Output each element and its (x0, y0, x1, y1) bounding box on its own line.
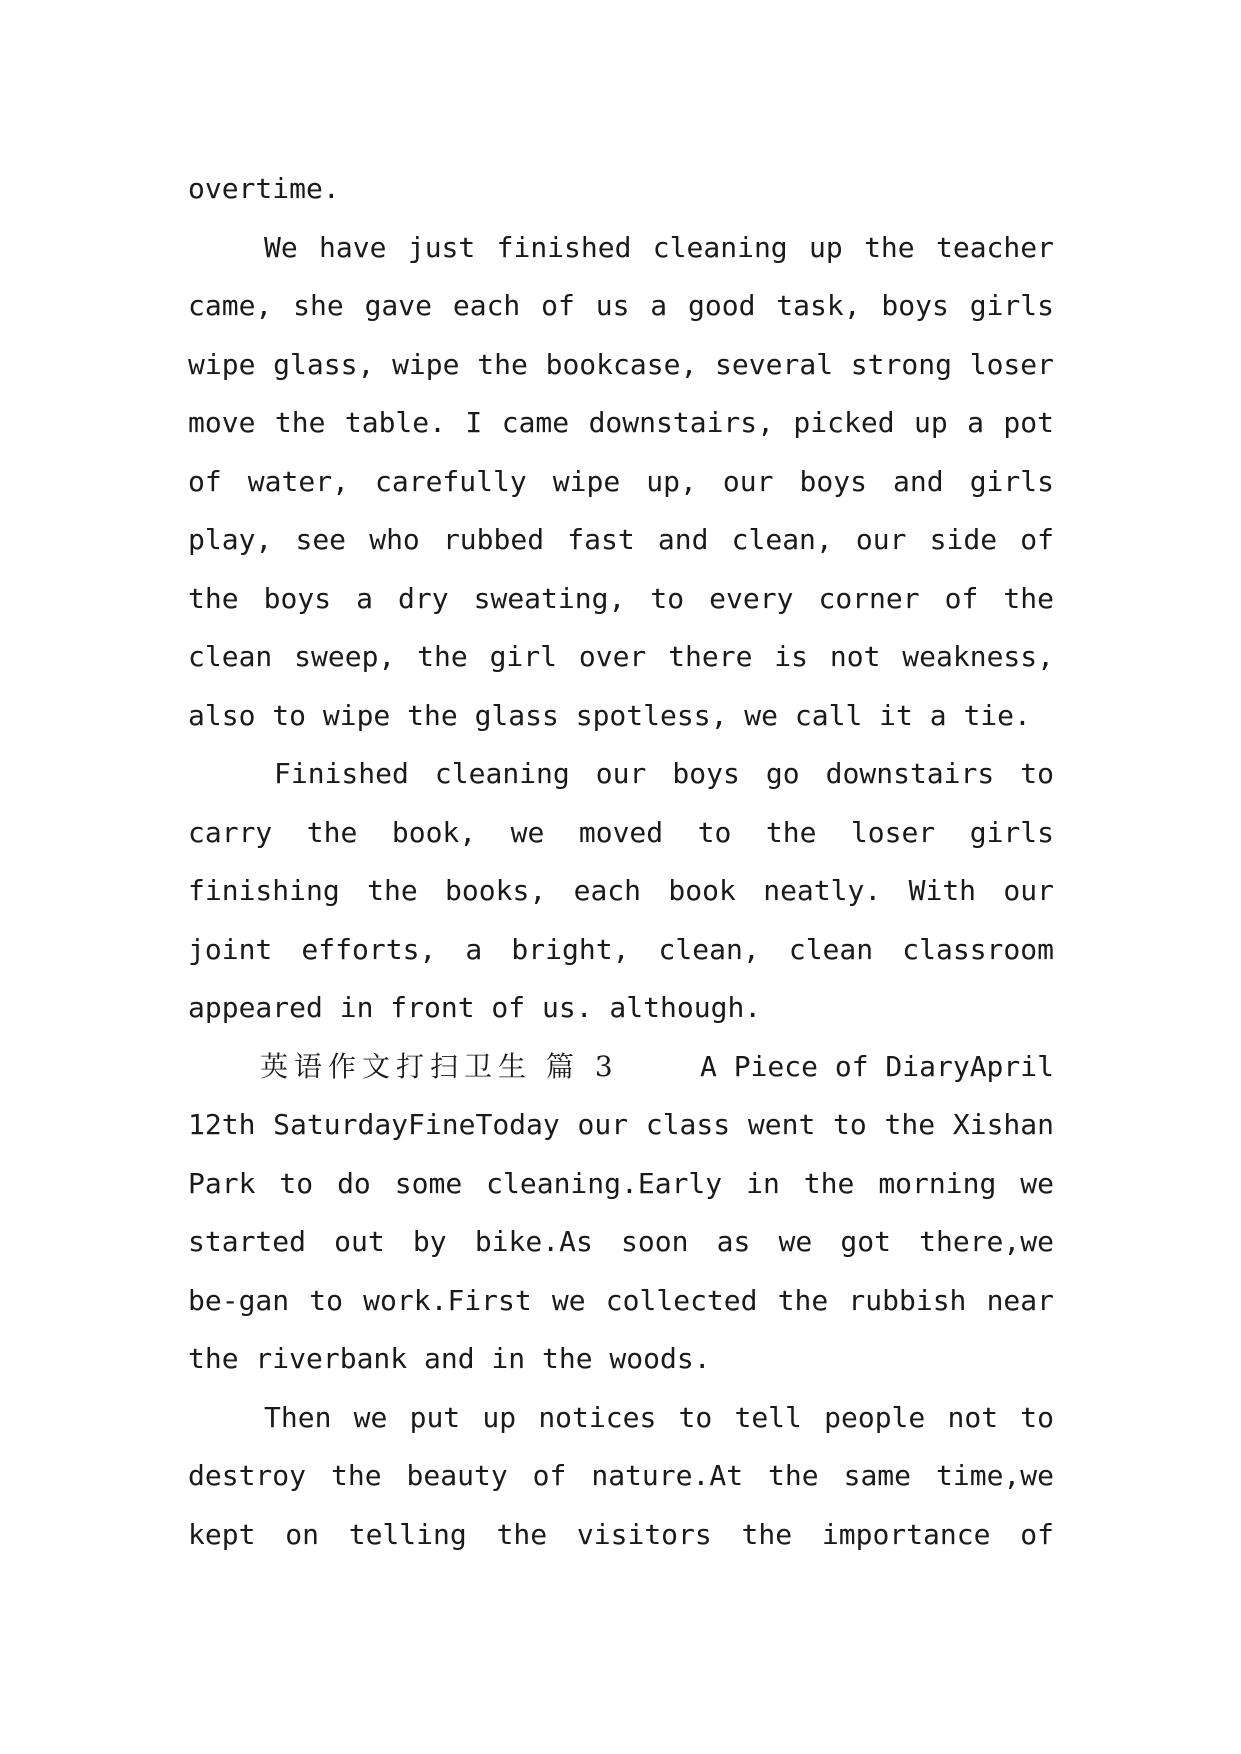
text-line: appeared in front of us. although. (188, 991, 762, 1024)
section-title: 英语作文打扫卫生 (260, 1049, 533, 1083)
paragraph-first-line: Then we put up notices to tell people not to (264, 1400, 1054, 1434)
section-label: 篇 3 (546, 1049, 619, 1083)
text-line: wipe glass, wipe the bookcase, several strong loser (188, 347, 1054, 381)
text-line: destroy the beauty of nature.At the same time,we (188, 1459, 1054, 1492)
text-line: be-gan to work.First we collected the rubbish near (188, 1283, 1054, 1317)
text-line: 12th SaturdayFineToday our class went to the Xishan (188, 1108, 1054, 1141)
text-line: overtime. (188, 172, 340, 205)
text-line: also to wipe the glass spotless, we call it a tie. (188, 698, 1031, 732)
text-line: the riverbank and in the woods. (188, 1342, 711, 1375)
text-line: Park to do some cleaning.Early in the morning we (188, 1166, 1054, 1200)
paragraph-first-line: Finished cleaning our boys go downstairs to (274, 757, 1054, 790)
body-text (188, 160, 1054, 1564)
text-line: came, she gave each of us a good task, boys girls (188, 289, 1054, 322)
text-line: move the table. I came downstairs, picked up a pot (188, 406, 1054, 439)
text-line: play, see who rubbed fast and clean, our side of (188, 523, 1054, 556)
text-line: carry the book, we moved to the loser girls (188, 815, 1054, 849)
text-line: A Piece of DiaryApril (699, 1049, 1054, 1083)
text-line: the boys a dry sweating, to every corner of the (188, 581, 1054, 615)
section-heading-line (188, 1038, 1054, 1097)
text-line: kept on telling the visitors the importance of (188, 1517, 1054, 1551)
paragraph-first-line: We have just finished cleaning up the teacher (264, 230, 1054, 264)
text-line: finishing the books, each book neatly. With our (188, 874, 1054, 907)
text-line: joint efforts, a bright, clean, clean classroom (188, 932, 1054, 966)
text-line: of water, carefully wipe up, our boys and girls (188, 464, 1054, 498)
text-line: started out by bike.As soon as we got there,we (188, 1225, 1054, 1258)
text-line: clean sweep, the girl over there is not weakness, (188, 640, 1054, 673)
